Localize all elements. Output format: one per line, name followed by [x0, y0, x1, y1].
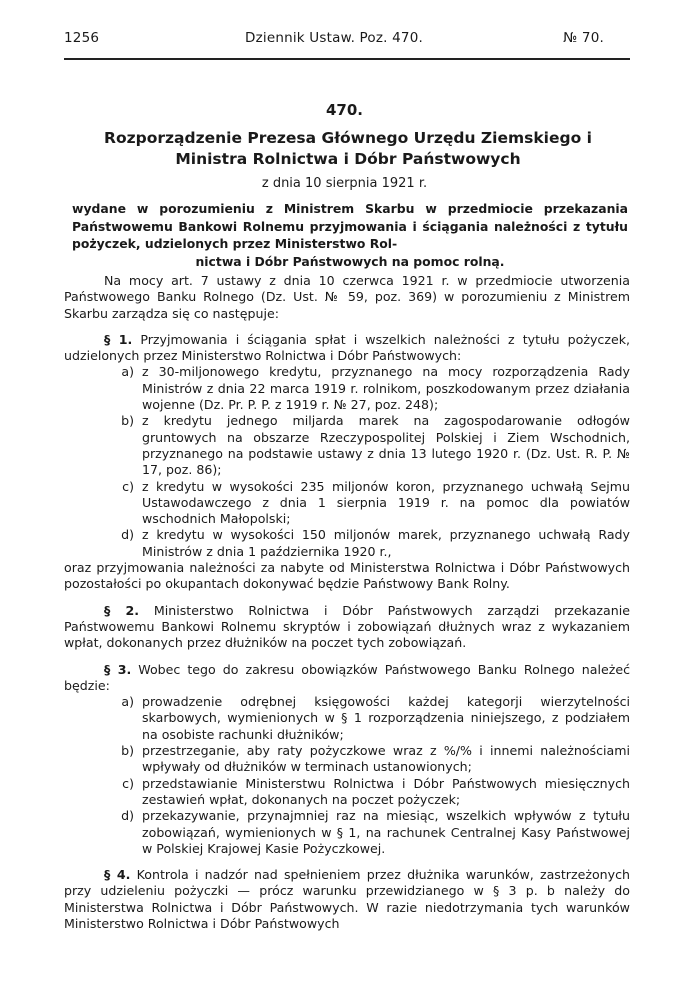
section-1 — [64, 332, 630, 593]
list-item: b) przestrzeganie, aby raty pożyczkowe wraz z %/% i innemi należnościami wpływały od dłużników w terminach ustanowionych; — [121, 743, 630, 775]
section-1-closing: oraz przyjmowania należności za nabyte od Ministerstwa Rolnictwa i Dóbr Państwowych pozostałości po okupantach dokonywać będzie Państwowy Bank Rolny. — [64, 560, 630, 592]
list-item: a) prowadzenie odrębnej księgowości każdej kategorji wierzytelności skarbowych, wymienionych w § 1 rozporządzenia niniejszego, z podziałem na osobiste rachunki dłużników; — [121, 694, 630, 742]
section-2-label: § 2. — [104, 602, 140, 618]
section-1-list — [64, 364, 630, 560]
section-4-text: Kontrola i nadzór nad spełnieniem przez dłużnika warunków, zastrzeżonych przy udzieleniu pożyczki — prócz warunku przewidzianego w § 3 p. b należy do Ministerstwa Rolnictwa i Dóbr Państwowych. W razie niedotrzymania tych warunków Ministerstwo Rolnictwa i Dóbr Państwowych — [64, 867, 630, 931]
document-title: Rozporządzenie Prezesa Głównego Urzędu Ziemskiego i Ministra Rolnictwa i Dóbr Państwowych — [104, 129, 592, 168]
subtitle-main: wydane w porozumieniu z Ministrem Skarbu w przedmiocie przekazania Państwowemu Bankowi Rolnemu przyjmowania i ściągania należności z tytułu pożyczek, udzielonych przez Ministerstwo Rol- — [72, 201, 628, 251]
list-item: c) przedstawianie Ministerstwu Rolnictwa i Dóbr Państwowych miesięcznych zestawień wpłat, dokonanych na poczet pożyczek; — [122, 775, 630, 807]
section-2-text: Ministerstwo Rolnictwa i Dóbr Państwowych zarządzi przekazanie Państwowemu Bankowi Rolnemu skryptów i zobowiązań dłużnych wraz z wykazaniem wpłat, dokonanych przez dłużników na poczet tych zobowiązań. — [64, 602, 630, 651]
section-1-label: § 1. — [104, 331, 133, 347]
document-date: z dnia 10 sierpnia 1921 r. — [261, 176, 428, 191]
list-item: c) z kredytu w wysokości 235 miljonów koron, przyznanego uchwałą Sejmu Ustawodawczego z dnia 1 sierpnia 1919 r. na pomoc dla powiatów wschodnich Małopolski; — [122, 478, 630, 527]
list-item: d) z kredytu w wysokości 150 miljonów marek, przyznanego uchwałą Rady Ministrów z dnia 1 października 1920 r., — [121, 527, 630, 559]
list-item: b) z kredytu jednego miljarda marek na zagospodarowanie odłogów gruntowych na obszarze Rzeczypospolitej Polskiej i Ziem Wschodnich, przyznanego na podstawie ustawy z dnia 13 lutego 1920 r. (Dz. Ust. R. P. № 17, poz. 86); — [121, 413, 630, 478]
section-3-label: § 3. — [104, 661, 132, 677]
list-item: d) przekazywanie, przynajmniej raz na miesiąc, wszelkich wpływów z tytułu zobowiązań, wymienionych w § 1, na rachunek Centralnej Kasy Państwowej w Polskiej Krajowej Kasie Pożyczkowej. — [121, 808, 630, 856]
position-number: 470. — [325, 101, 363, 119]
section-2 — [64, 603, 630, 652]
section-3 — [64, 662, 630, 858]
header-rule — [64, 58, 630, 60]
section-4 — [64, 867, 630, 932]
journal-title: Dziennik Ustaw. Poz. 470. — [244, 30, 424, 46]
document-body — [64, 273, 630, 932]
section-3-intro: § 3. Wobec tego do zakresu obowiązków Państwowego Banku Rolnego należeć będzie: — [64, 661, 630, 693]
issue-number: № 70. — [563, 30, 604, 46]
preamble: Na mocy art. 7 ustawy z dnia 10 czerwca 1921 r. w przedmiocie utworzenia Państwowego Banku Rolnego (Dz. Ust. № 59, poz. 369) w porozumieniu z Ministrem Skarbu zarządza się co następuje: — [64, 273, 630, 321]
document-subtitle — [72, 200, 628, 270]
subtitle-last-line: nictwa i Dóbr Państwowych na pomoc rolną. — [195, 253, 505, 269]
list-item: a) z 30-miljonowego kredytu, przyznanego na mocy rozporządzenia Rady Ministrów z dnia 22 marca 1919 r. rolnikom, poszkodowanym przez działania wojenne (Dz. Pr. P. P. z 1919 r. № 27, poz. 248); — [121, 364, 630, 413]
page-number: 1256 — [64, 30, 100, 46]
section-1-intro: § 1. Przyjmowania i ściągania spłat i wszelkich należności z tytułu pożyczek, udzielonych przez Ministerstwo Rolnictwa i Dóbr Państwowych: — [64, 331, 630, 364]
section-4-label: § 4. — [104, 867, 131, 883]
running-header — [64, 30, 604, 52]
section-3-list — [64, 694, 630, 857]
